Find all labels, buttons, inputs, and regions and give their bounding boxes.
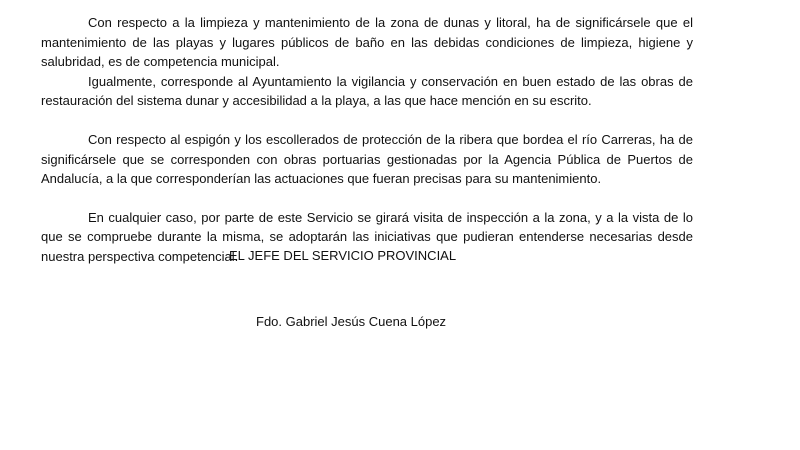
- paragraph-council-surveillance: Igualmente, corresponde al Ayuntamiento la vigilancia y conservación en buen estado de las obras de restauración del sistema dunar y accesibilidad a la playa, a las que hace mención en su escrito.: [41, 73, 693, 109]
- document-body: [41, 13, 693, 267]
- signature-line: Fdo. Gabriel Jesús Cuena López: [256, 314, 447, 329]
- signoff-title: EL JEFE DEL SERVICIO PROVINCIAL: [229, 248, 457, 263]
- paragraph-breakwater: Con respecto al espigón y los escollerados de protección de la ribera que bordea el río Carreras, ha de significársele que se corresponden con obras portuarias gestionadas por la Agencia Pública de Puertos de Andalucía, a la que corresponderían las actuaciones que fueran precisas para su mantenimiento.: [41, 131, 693, 187]
- paragraph-dunes-cleaning: Con respecto a la limpieza y mantenimiento de la zona de dunas y litoral, ha de significársele que el mantenimiento de las playas y lugares públicos de baño en las debidas condiciones de limpieza, higiene y salubridad, es de competencia municipal.: [41, 15, 693, 70]
- paragraph-inspection: En cualquier caso, por parte de este Servicio se girará visita de inspección a la zona, y a la vista de lo que se compruebe durante la misma, se adoptarán las iniciativas que pudieran entenderse necesarias desde nuestra perspectiva competencial.: [41, 209, 693, 264]
